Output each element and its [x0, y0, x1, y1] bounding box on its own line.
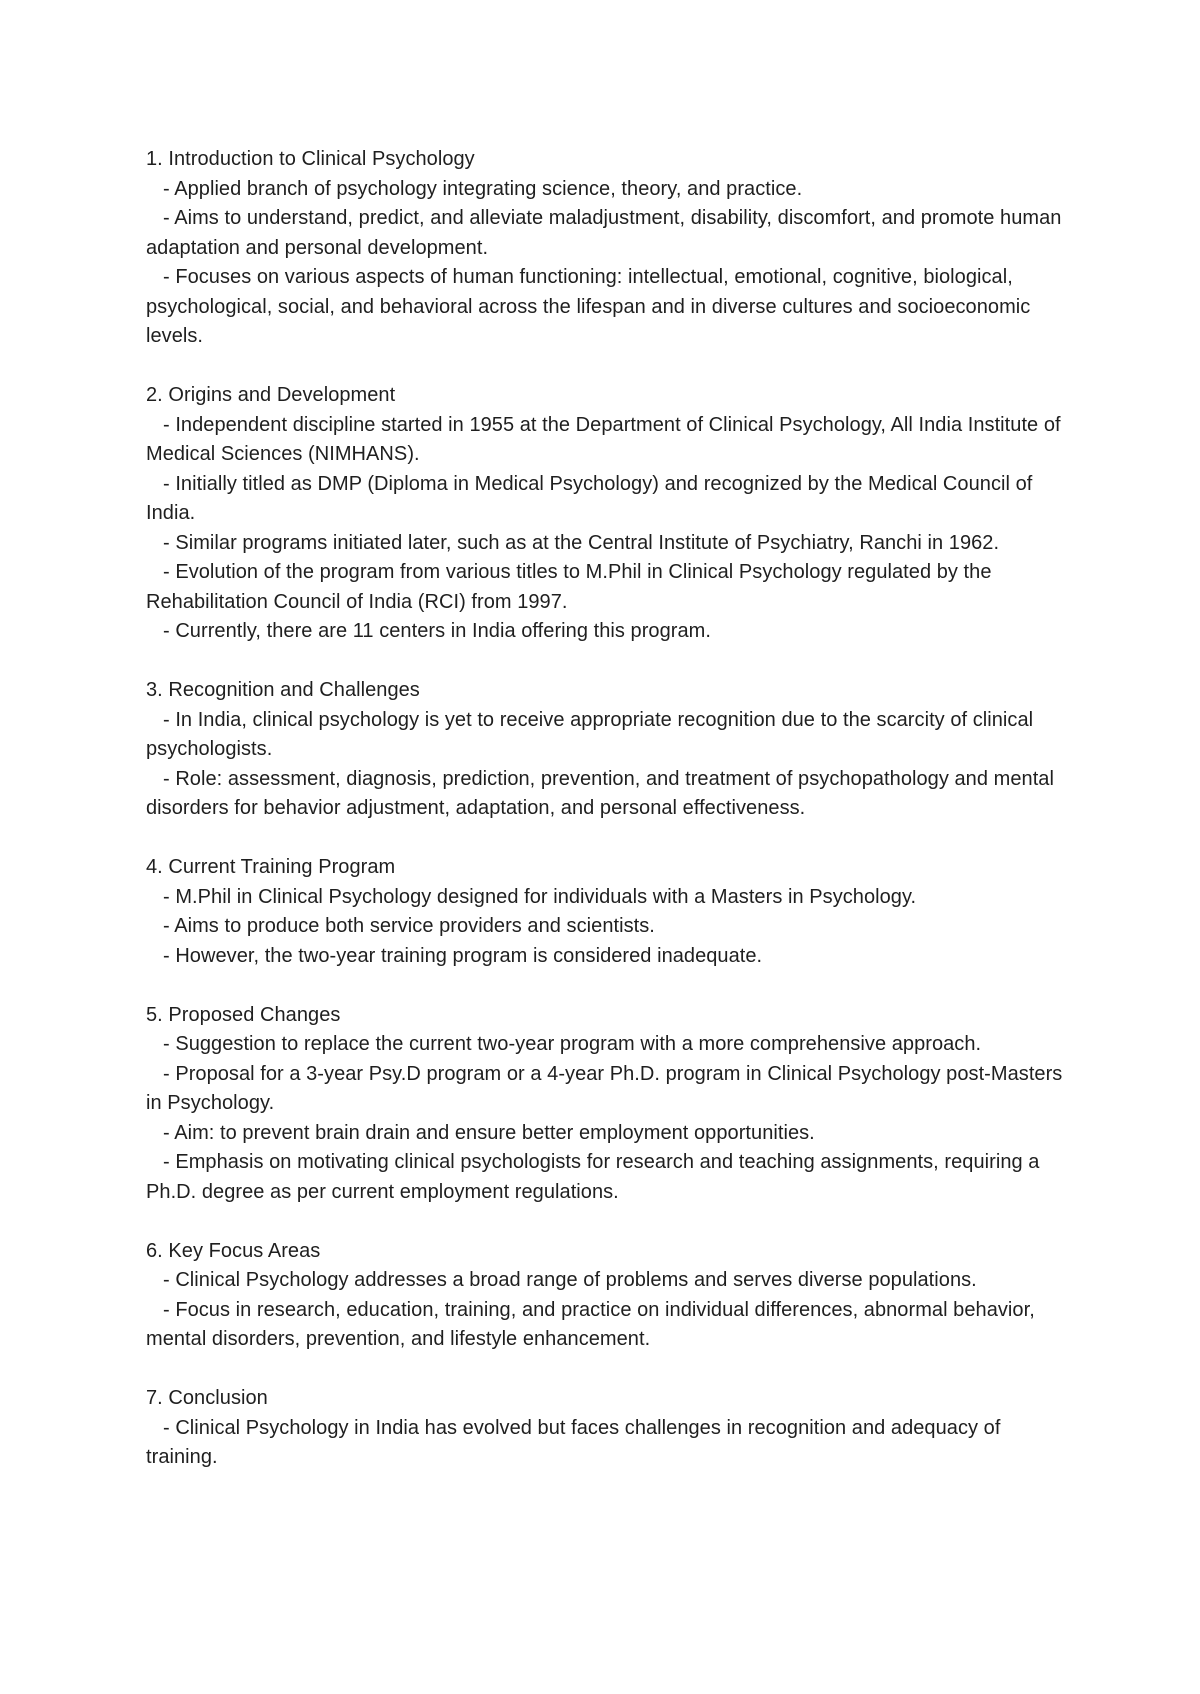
- bullet-item: [146, 204, 1066, 263]
- bullet-text: - Similar programs initiated later, such as at the Central Institute of Psychiatry, Ranchi in 1962.: [163, 531, 1000, 554]
- bullet-item: [146, 529, 1066, 559]
- bullet-text: - Independent discipline started in 1955 at the Department of Clinical Psychology, All India Institute of Medical Sciences (NIMHANS).: [146, 413, 1061, 465]
- bullet-text: - Applied branch of psychology integrating science, theory, and practice.: [163, 177, 803, 200]
- bullet-item: [146, 765, 1066, 824]
- bullet-item: [146, 617, 1066, 647]
- bullet-item: [146, 1414, 1066, 1473]
- bullet-text: - Initially titled as DMP (Diploma in Medical Psychology) and recognized by the Medical Council of India.: [146, 472, 1033, 524]
- bullet-item: [146, 883, 1066, 913]
- bullet-item: [146, 1030, 1066, 1060]
- bullet-item: [146, 912, 1066, 942]
- section-origins: [146, 381, 1066, 647]
- bullet-text: - Aims to produce both service providers and scientists.: [163, 915, 655, 937]
- bullet-text: - Emphasis on motivating clinical psychologists for research and teaching assignments, requiring a Ph.D. degree as per current employment regulations.: [146, 1151, 1040, 1203]
- bullet-text: - Clinical Psychology in India has evolved but faces challenges in recognition and adequacy of training.: [146, 1416, 1001, 1468]
- bullet-text: - Aims to understand, predict, and alleviate maladjustment, disability, discomfort, and promote human adaptation and personal development.: [146, 207, 1062, 259]
- bullet-item: [146, 1148, 1066, 1207]
- bullet-text: - However, the two-year training program is considered inadequate.: [163, 944, 763, 967]
- section-heading: 2. Origins and Development: [146, 384, 396, 406]
- bullet-item: [146, 558, 1066, 617]
- section-heading: 4. Current Training Program: [146, 856, 396, 878]
- section-heading: 3. Recognition and Challenges: [146, 679, 420, 701]
- bullet-text: - Aim: to prevent brain drain and ensure better employment opportunities.: [163, 1121, 815, 1144]
- document-page: [146, 145, 1066, 1502]
- bullet-item: [146, 1119, 1066, 1149]
- bullet-item: [146, 1060, 1066, 1119]
- bullet-item: [146, 263, 1066, 352]
- bullet-item: [146, 1266, 1066, 1296]
- bullet-text: - Suggestion to replace the current two-year program with a more comprehensive approach.: [163, 1033, 982, 1055]
- bullet-text: - Role: assessment, diagnosis, prediction, prevention, and treatment of psychopathology and mental disorders for behavior adjustment, adaptation, and personal effectiveness.: [146, 767, 1054, 819]
- section-heading: 7. Conclusion: [146, 1387, 268, 1409]
- section-heading: 6. Key Focus Areas: [146, 1239, 321, 1262]
- bullet-text: - Focus in research, education, training, and practice on individual differences, abnormal behavior, mental disorders, prevention, and lifestyle enhancement.: [146, 1298, 1035, 1350]
- section-key-focus: [146, 1237, 1066, 1355]
- bullet-text: - Clinical Psychology addresses a broad range of problems and serves diverse populations.: [163, 1269, 977, 1291]
- bullet-text: - Proposal for a 3-year Psy.D program or a 4-year Ph.D. program in Clinical Psychology post-Masters in Psychology.: [146, 1062, 1063, 1114]
- bullet-text: - Currently, there are 11 centers in India offering this program.: [163, 620, 711, 642]
- section-heading: 5. Proposed Changes: [146, 1003, 341, 1026]
- bullet-item: [146, 706, 1066, 765]
- bullet-item: [146, 942, 1066, 972]
- bullet-item: [146, 470, 1066, 529]
- bullet-item: [146, 1296, 1066, 1355]
- bullet-text: - Evolution of the program from various titles to M.Phil in Clinical Psychology regulated by the Rehabilitation Council of India (RCI) from 1997.: [146, 561, 992, 613]
- bullet-item: [146, 411, 1066, 470]
- section-conclusion: [146, 1384, 1066, 1473]
- section-proposed-changes: [146, 1001, 1066, 1208]
- bullet-text: - M.Phil in Clinical Psychology designed for individuals with a Masters in Psychology.: [163, 885, 917, 908]
- section-heading: 1. Introduction to Clinical Psychology: [146, 148, 475, 170]
- bullet-item: [146, 175, 1066, 205]
- section-introduction: [146, 145, 1066, 352]
- bullet-text: - In India, clinical psychology is yet to receive appropriate recognition due to the scarcity of clinical psychologists.: [146, 708, 1034, 760]
- section-recognition: [146, 676, 1066, 824]
- bullet-text: - Focuses on various aspects of human functioning: intellectual, emotional, cognitive, biological, psychological, social, and behavioral across the lifespan and in diverse cultures and socioeconomic levels.: [146, 266, 1031, 347]
- section-training: [146, 853, 1066, 971]
